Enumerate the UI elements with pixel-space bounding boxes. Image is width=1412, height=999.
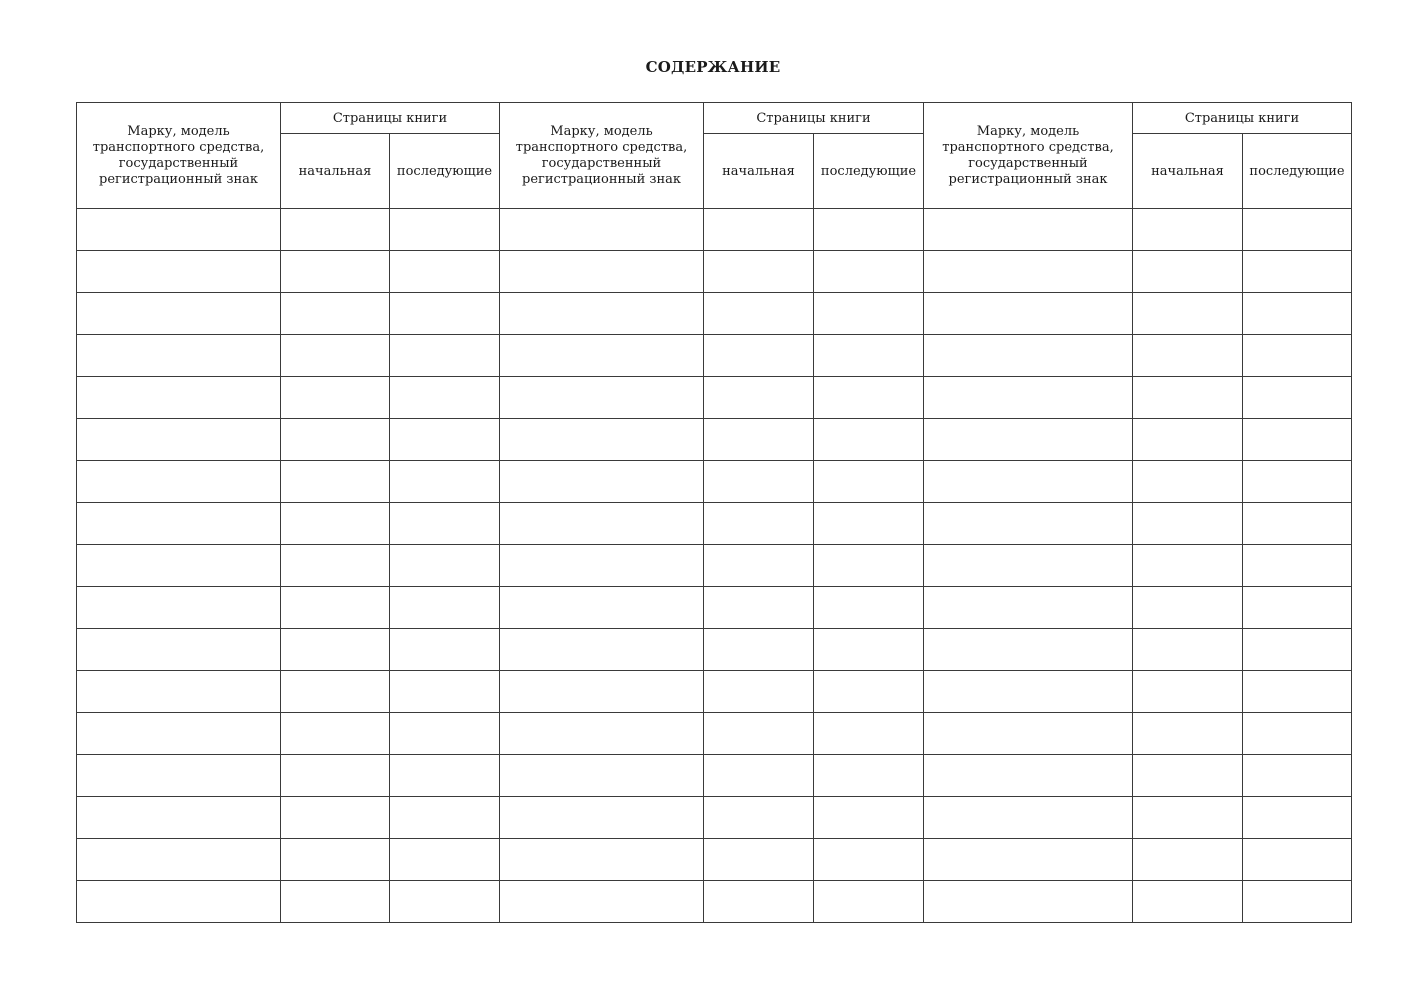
initial-page-cell bbox=[1133, 293, 1243, 335]
table-row bbox=[77, 209, 1352, 251]
initial-page-cell bbox=[1133, 881, 1243, 923]
vehicle-cell bbox=[77, 293, 281, 335]
pages-header-2: Страницы книги bbox=[704, 103, 924, 134]
initial-page-cell bbox=[704, 629, 814, 671]
subsequent-pages-cell bbox=[814, 713, 924, 755]
initial-page-cell bbox=[281, 671, 390, 713]
subsequent-pages-cell bbox=[1243, 755, 1352, 797]
subsequent-pages-cell bbox=[814, 377, 924, 419]
vehicle-cell bbox=[77, 545, 281, 587]
vehicle-cell bbox=[924, 335, 1133, 377]
vehicle-cell bbox=[924, 251, 1133, 293]
initial-page-cell bbox=[1133, 419, 1243, 461]
subsequent-pages-cell bbox=[1243, 839, 1352, 881]
initial-page-cell bbox=[281, 251, 390, 293]
subsequent-pages-header-2: последующие bbox=[814, 134, 924, 209]
initial-page-cell bbox=[1133, 629, 1243, 671]
initial-page-cell bbox=[704, 377, 814, 419]
initial-page-cell bbox=[704, 335, 814, 377]
subsequent-pages-cell bbox=[1243, 797, 1352, 839]
subsequent-pages-cell bbox=[390, 419, 500, 461]
subsequent-pages-cell bbox=[1243, 629, 1352, 671]
table-row bbox=[77, 251, 1352, 293]
vehicle-cell bbox=[500, 209, 704, 251]
vehicle-cell bbox=[924, 797, 1133, 839]
initial-page-cell bbox=[704, 251, 814, 293]
vehicle-cell bbox=[924, 587, 1133, 629]
vehicle-header-3: Марку, модель транспортного средства, государственный регистрационный знак bbox=[924, 103, 1133, 209]
vehicle-cell bbox=[77, 335, 281, 377]
vehicle-cell bbox=[924, 839, 1133, 881]
table-row bbox=[77, 503, 1352, 545]
vehicle-cell bbox=[500, 251, 704, 293]
vehicle-cell bbox=[77, 377, 281, 419]
initial-page-header-2: начальная bbox=[704, 134, 814, 209]
initial-page-cell bbox=[1133, 251, 1243, 293]
vehicle-cell bbox=[500, 419, 704, 461]
header-row-top bbox=[77, 103, 1352, 134]
subsequent-pages-cell bbox=[814, 209, 924, 251]
vehicle-cell bbox=[500, 503, 704, 545]
table-row bbox=[77, 545, 1352, 587]
initial-page-cell bbox=[281, 587, 390, 629]
vehicle-cell bbox=[77, 839, 281, 881]
initial-page-cell bbox=[281, 839, 390, 881]
subsequent-pages-cell bbox=[1243, 293, 1352, 335]
subsequent-pages-cell bbox=[390, 545, 500, 587]
subsequent-pages-cell bbox=[390, 797, 500, 839]
vehicle-cell bbox=[500, 587, 704, 629]
table-row bbox=[77, 797, 1352, 839]
subsequent-pages-cell bbox=[814, 755, 924, 797]
subsequent-pages-cell bbox=[814, 335, 924, 377]
table-row bbox=[77, 377, 1352, 419]
subsequent-pages-cell bbox=[814, 545, 924, 587]
table-row bbox=[77, 839, 1352, 881]
vehicle-header-1: Марку, модель транспортного средства, государственный регистрационный знак bbox=[77, 103, 281, 209]
vehicle-cell bbox=[77, 251, 281, 293]
vehicle-cell bbox=[500, 293, 704, 335]
table-row bbox=[77, 335, 1352, 377]
vehicle-cell bbox=[924, 545, 1133, 587]
initial-page-header-3: начальная bbox=[1133, 134, 1243, 209]
subsequent-pages-cell bbox=[814, 251, 924, 293]
contents-table bbox=[76, 102, 1352, 923]
subsequent-pages-cell bbox=[390, 713, 500, 755]
vehicle-cell bbox=[77, 629, 281, 671]
vehicle-cell bbox=[500, 755, 704, 797]
initial-page-cell bbox=[704, 671, 814, 713]
vehicle-cell bbox=[77, 671, 281, 713]
initial-page-cell bbox=[1133, 671, 1243, 713]
subsequent-pages-cell bbox=[814, 461, 924, 503]
vehicle-header-2: Марку, модель транспортного средства, государственный регистрационный знак bbox=[500, 103, 704, 209]
initial-page-cell bbox=[704, 755, 814, 797]
table-row bbox=[77, 755, 1352, 797]
subsequent-pages-cell bbox=[1243, 713, 1352, 755]
subsequent-pages-cell bbox=[814, 587, 924, 629]
subsequent-pages-cell bbox=[1243, 671, 1352, 713]
vehicle-cell bbox=[500, 839, 704, 881]
subsequent-pages-cell bbox=[1243, 545, 1352, 587]
vehicle-cell bbox=[924, 629, 1133, 671]
initial-page-cell bbox=[704, 587, 814, 629]
initial-page-cell bbox=[704, 839, 814, 881]
initial-page-cell bbox=[281, 503, 390, 545]
vehicle-cell bbox=[924, 419, 1133, 461]
subsequent-pages-cell bbox=[814, 671, 924, 713]
subsequent-pages-cell bbox=[390, 839, 500, 881]
subsequent-pages-cell bbox=[814, 629, 924, 671]
subsequent-pages-cell bbox=[390, 293, 500, 335]
subsequent-pages-cell bbox=[1243, 419, 1352, 461]
vehicle-cell bbox=[500, 713, 704, 755]
vehicle-cell bbox=[77, 755, 281, 797]
initial-page-cell bbox=[281, 755, 390, 797]
subsequent-pages-cell bbox=[814, 419, 924, 461]
subsequent-pages-cell bbox=[390, 209, 500, 251]
vehicle-cell bbox=[77, 797, 281, 839]
initial-page-cell bbox=[281, 377, 390, 419]
initial-page-cell bbox=[704, 797, 814, 839]
initial-page-cell bbox=[704, 713, 814, 755]
subsequent-pages-cell bbox=[1243, 335, 1352, 377]
page-title: СОДЕРЖАНИЕ bbox=[645, 58, 781, 76]
subsequent-pages-cell bbox=[814, 293, 924, 335]
initial-page-cell bbox=[704, 545, 814, 587]
subsequent-pages-cell bbox=[1243, 881, 1352, 923]
vehicle-cell bbox=[77, 209, 281, 251]
initial-page-cell bbox=[1133, 797, 1243, 839]
initial-page-cell bbox=[281, 713, 390, 755]
vehicle-cell bbox=[924, 377, 1133, 419]
vehicle-cell bbox=[77, 587, 281, 629]
subsequent-pages-cell bbox=[814, 839, 924, 881]
vehicle-cell bbox=[500, 671, 704, 713]
vehicle-cell bbox=[77, 713, 281, 755]
subsequent-pages-cell bbox=[1243, 377, 1352, 419]
subsequent-pages-cell bbox=[390, 503, 500, 545]
vehicle-cell bbox=[500, 377, 704, 419]
initial-page-cell bbox=[281, 335, 390, 377]
vehicle-cell bbox=[924, 881, 1133, 923]
initial-page-cell bbox=[1133, 503, 1243, 545]
table-row bbox=[77, 713, 1352, 755]
initial-page-cell bbox=[1133, 461, 1243, 503]
vehicle-cell bbox=[500, 797, 704, 839]
subsequent-pages-cell bbox=[1243, 209, 1352, 251]
initial-page-cell bbox=[704, 419, 814, 461]
initial-page-cell bbox=[704, 461, 814, 503]
subsequent-pages-cell bbox=[1243, 461, 1352, 503]
subsequent-pages-cell bbox=[390, 755, 500, 797]
vehicle-cell bbox=[924, 461, 1133, 503]
table-row bbox=[77, 461, 1352, 503]
subsequent-pages-cell bbox=[1243, 587, 1352, 629]
vehicle-cell bbox=[924, 713, 1133, 755]
subsequent-pages-header-1: последующие bbox=[390, 134, 500, 209]
subsequent-pages-header-3: последующие bbox=[1243, 134, 1352, 209]
initial-page-cell bbox=[281, 545, 390, 587]
vehicle-cell bbox=[77, 419, 281, 461]
vehicle-cell bbox=[924, 671, 1133, 713]
initial-page-cell bbox=[1133, 839, 1243, 881]
initial-page-cell bbox=[1133, 209, 1243, 251]
pages-header-1: Страницы книги bbox=[281, 103, 500, 134]
table-body bbox=[77, 209, 1352, 923]
initial-page-cell bbox=[704, 209, 814, 251]
table-row bbox=[77, 629, 1352, 671]
initial-page-cell bbox=[704, 503, 814, 545]
initial-page-cell bbox=[281, 293, 390, 335]
vehicle-cell bbox=[500, 629, 704, 671]
subsequent-pages-cell bbox=[390, 251, 500, 293]
subsequent-pages-cell bbox=[814, 503, 924, 545]
subsequent-pages-cell bbox=[814, 797, 924, 839]
vehicle-cell bbox=[500, 881, 704, 923]
initial-page-cell bbox=[281, 797, 390, 839]
initial-page-cell bbox=[1133, 587, 1243, 629]
pages-header-3: Страницы книги bbox=[1133, 103, 1352, 134]
vehicle-cell bbox=[77, 461, 281, 503]
subsequent-pages-cell bbox=[390, 629, 500, 671]
initial-page-cell bbox=[281, 629, 390, 671]
vehicle-cell bbox=[77, 503, 281, 545]
vehicle-cell bbox=[924, 755, 1133, 797]
initial-page-cell bbox=[704, 881, 814, 923]
initial-page-header-1: начальная bbox=[281, 134, 390, 209]
initial-page-cell bbox=[281, 419, 390, 461]
vehicle-cell bbox=[500, 335, 704, 377]
vehicle-cell bbox=[500, 545, 704, 587]
initial-page-cell bbox=[1133, 755, 1243, 797]
subsequent-pages-cell bbox=[390, 377, 500, 419]
initial-page-cell bbox=[1133, 377, 1243, 419]
initial-page-cell bbox=[281, 461, 390, 503]
subsequent-pages-cell bbox=[390, 335, 500, 377]
table-row bbox=[77, 881, 1352, 923]
initial-page-cell bbox=[1133, 713, 1243, 755]
subsequent-pages-cell bbox=[390, 881, 500, 923]
table-row bbox=[77, 293, 1352, 335]
table-row bbox=[77, 419, 1352, 461]
vehicle-cell bbox=[924, 209, 1133, 251]
vehicle-cell bbox=[77, 881, 281, 923]
vehicle-cell bbox=[924, 503, 1133, 545]
subsequent-pages-cell bbox=[390, 587, 500, 629]
initial-page-cell bbox=[1133, 335, 1243, 377]
table-row bbox=[77, 671, 1352, 713]
subsequent-pages-cell bbox=[1243, 251, 1352, 293]
initial-page-cell bbox=[1133, 545, 1243, 587]
subsequent-pages-cell bbox=[390, 461, 500, 503]
initial-page-cell bbox=[281, 881, 390, 923]
initial-page-cell bbox=[281, 209, 390, 251]
table-row bbox=[77, 587, 1352, 629]
vehicle-cell bbox=[500, 461, 704, 503]
subsequent-pages-cell bbox=[390, 671, 500, 713]
initial-page-cell bbox=[704, 293, 814, 335]
subsequent-pages-cell bbox=[1243, 503, 1352, 545]
subsequent-pages-cell bbox=[814, 881, 924, 923]
vehicle-cell bbox=[924, 293, 1133, 335]
